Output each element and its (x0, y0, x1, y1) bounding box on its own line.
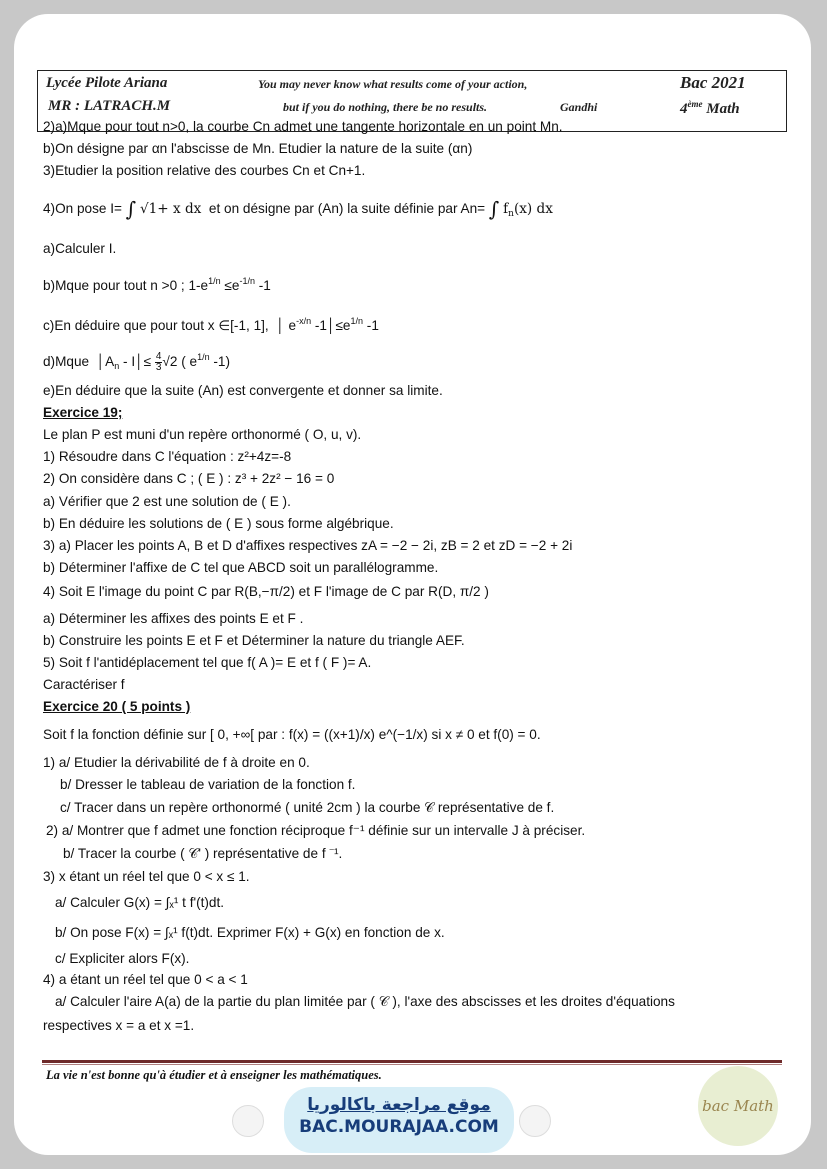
school-name: Lycée Pilote Ariana (46, 75, 168, 91)
document-page (14, 14, 811, 1155)
footer-motto: La vie n'est bonne qu'à étudier et à enseigner les mathématiques. (46, 1068, 382, 1082)
text-line: b/ On pose F(x) = ∫ₓ¹ f(t)dt. Exprimer F(x) + G(x) en fonction de x. (55, 925, 445, 940)
text-line: a/ Calculer G(x) = ∫ₓ¹ t f'(t)dt. (55, 895, 225, 910)
text-line: a) Vérifier que 2 est une solution de ( E ). (43, 494, 291, 509)
class-label (680, 99, 740, 118)
text-line: Soit f la fonction définie sur [ 0, +∞[ par : f(x) = ((x+1)/x) e^(−1/x) si x ≠ 0 et f(0) = 0. (43, 727, 541, 742)
exercise-title: Exercice 19; (43, 405, 123, 420)
bac-math-logo: bac Math (698, 1066, 778, 1146)
book-logo-icon (232, 1105, 264, 1137)
text-line: c/ Expliciter alors F(x). (55, 951, 190, 966)
text-line: b/ Dresser le tableau de variation de la fonction f. (60, 777, 356, 792)
text-segment: c)En déduire que pour tout x ∈[-1, 1], (43, 318, 269, 333)
site-banner[interactable] (284, 1087, 514, 1153)
text-line: respectives x = a et x =1. (43, 1018, 195, 1033)
quote-author: Gandhi (560, 100, 598, 114)
footer-rule (42, 1060, 782, 1063)
class-sup: ème (687, 99, 703, 109)
class-number: 4 (680, 101, 688, 117)
text-line: e)En déduire que la suite (An) est convergente et donner sa limite. (43, 383, 443, 398)
text-line: b) Construire les points E et F et Déterminer la nature du triangle AEF. (43, 633, 465, 648)
text-line: 3) x étant un réel tel que 0 < x ≤ 1. (43, 869, 250, 884)
text-line: a)Calculer I. (43, 241, 117, 256)
text-line: b) Déterminer l'affixe de C tel que ABCD soit un parallélogramme. (43, 560, 439, 575)
text-segment: d)Mque (43, 354, 90, 369)
exam-title: Bac 2021 (680, 73, 746, 92)
text-line: 3)Etudier la position relative des courbes Cn et Cn+1. (43, 163, 366, 178)
text-segment: et on désigne par (An) la suite définie par An= (208, 201, 486, 216)
text-line: Caractériser f (43, 677, 125, 692)
text-segment: 4)On pose I= (43, 201, 122, 216)
text-line: b)On désigne par αn l'abscisse de Mn. Etudier la nature de la suite (αn) (43, 141, 473, 156)
text-line: b)Mque pour tout n >0 ; $1-e^{1/n} \le e^{-1/n}$ -1 (43, 276, 271, 293)
exercise-title: Exercice 20 ( 5 points ) (43, 699, 191, 714)
teacher-name: MR : LATRACH.M (48, 98, 171, 114)
text-line: b) En déduire les solutions de ( E ) sous forme algébrique. (43, 516, 394, 531)
text-line: 1) Résoudre dans C l'équation : z²+4z=-8 (43, 449, 292, 464)
integral-sign: ∫ (488, 197, 500, 221)
class-name: Math (706, 101, 740, 117)
text-line: c/ Tracer dans un repère orthonormé ( unité 2cm ) la courbe 𝒞 représentative de f. (60, 800, 555, 815)
text-segment: b)Mque pour tout n >0 ; 1-e (43, 278, 209, 293)
text-line: Le plan P est muni d'un repère orthonormé ( O, u, v). (43, 427, 362, 442)
text-line: 4) Soit E l'image du point C par R(B,−π/2) et F l'image de C par R(D, π/2 ) (43, 584, 489, 599)
text-line: 2) On considère dans C ; ( E ) : z³ + 2z² − 16 = 0 (43, 471, 335, 486)
text-line: 2) a/ Montrer que f admet une fonction réciproque f⁻¹ définie sur un intervalle J à préciser. (46, 823, 586, 838)
integrand: √1+ x dx (139, 201, 202, 217)
text-line: c)En déduire que pour tout x ∈[-1, 1], │ $e^{-x/n}$ $-1│\le e^{1/n}$ -1 (43, 316, 379, 333)
text-line: 1) a/ Etudier la dérivabilité de f à droite en 0. (43, 755, 310, 770)
site-arabic-title[interactable]: موقع مراجعة باكالوريا (307, 1095, 491, 1115)
text-line: 3) a) Placer les points A, B et D d'affixes respectives zA = −2 − 2i, zB = 2 et zD = −2 + 2i (43, 538, 573, 553)
quote-line-1: You may never know what results come of your action, (258, 77, 528, 91)
text-line: a/ Calculer l'aire A(a) de la partie du plan limitée par ( 𝒞 ), l'axe des abscisses et les droites d'équations (55, 994, 675, 1009)
integral-sign: ∫ (125, 197, 137, 221)
quote-line-2: but if you do nothing, there be no results. (283, 100, 488, 114)
text-line: d)Mque $│A_n$ - I│≤ $\frac{4}{3}$ √2 ( $e^{1/n}$ -1) (43, 350, 230, 373)
text-line (43, 198, 553, 225)
footer-rule-thin (42, 1064, 782, 1065)
integrand: $f_n(x)$ dx (503, 201, 553, 219)
text-line: 5) Soit f l'antidéplacement tel que f( A )= E et f ( F )= A. (43, 655, 372, 670)
text-line: a) Déterminer les affixes des points E et F . (43, 611, 304, 626)
site-url[interactable]: BAC.MOURAJAA.COM (299, 1117, 499, 1137)
text-line: 2)a)Mque pour tout n>0, la courbe Cn admet une tangente horizontale en un point Mn. (43, 119, 563, 134)
fraction: $\frac{4}{3}$ (155, 350, 162, 373)
book-logo-icon (519, 1105, 551, 1137)
text-line: b/ Tracer la courbe ( 𝒞' ) représentative de f ⁻¹. (63, 846, 343, 861)
text-line: 4) a étant un réel tel que 0 < a < 1 (43, 972, 248, 987)
